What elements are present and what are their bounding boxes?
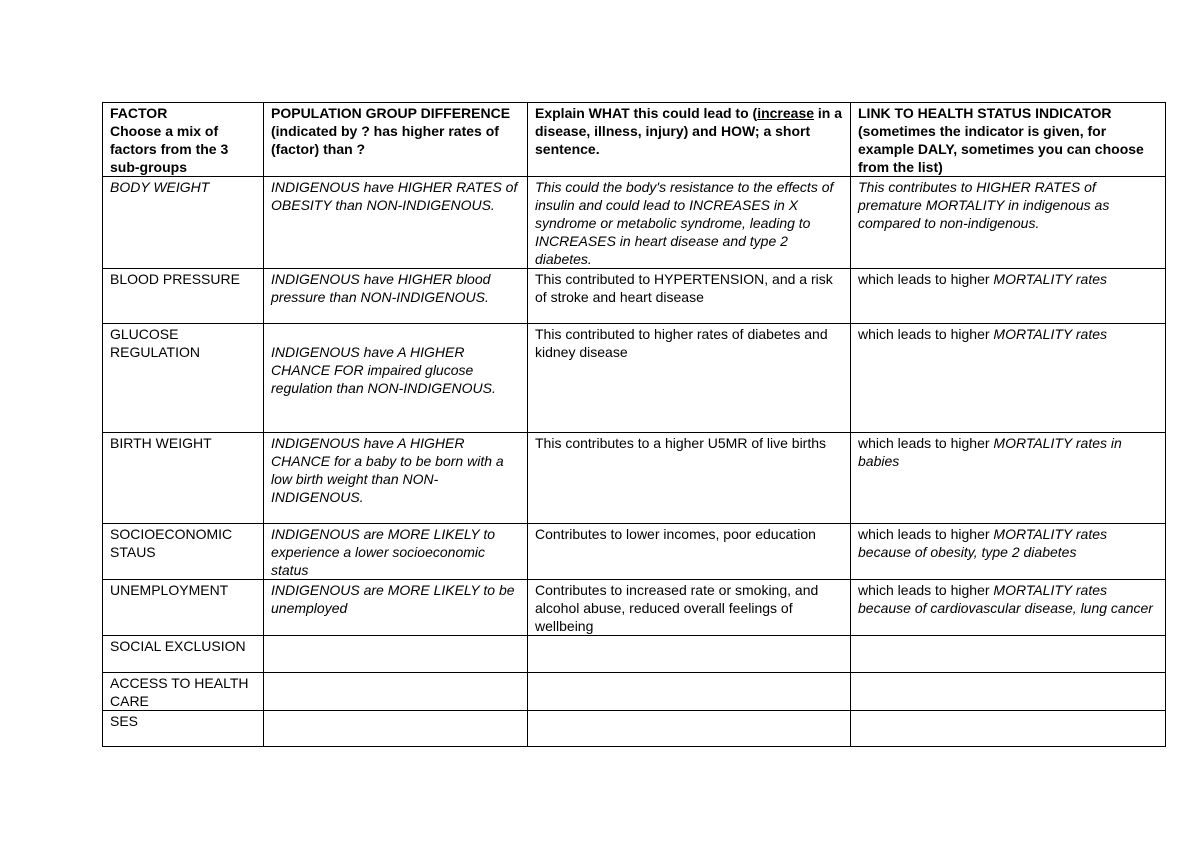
link-plain: which leads to higher — [858, 271, 994, 287]
link-cell — [851, 433, 1166, 524]
explain-cell: This contributes to a higher U5MR of live births — [528, 433, 851, 524]
header-link-note: (sometimes the indicator is given, for example DALY, sometimes you can choose from the list) — [858, 123, 1144, 175]
explain-cell: This could the body's resistance to the effects of insulin and could lead to INCREASES in X syndrome or metabolic syndrome, leading to INCREASES in heart disease and type 2 diabetes. — [528, 177, 851, 269]
population-cell — [264, 711, 528, 747]
factor-cell: GLUCOSE REGULATION — [103, 324, 264, 433]
population-cell: INDIGENOUS have A HIGHER CHANCE for a baby to be born with a low birth weight than NON-INDIGENOUS. — [264, 433, 528, 524]
population-cell: INDIGENOUS have HIGHER RATES of OBESITY than NON-INDIGENOUS. — [264, 177, 528, 269]
worksheet-table — [102, 102, 1166, 747]
population-text: INDIGENOUS have A HIGHER CHANCE FOR impaired glucose regulation than NON-INDIGENOUS. — [271, 344, 496, 396]
header-factor — [103, 103, 264, 177]
link-cell — [851, 177, 1166, 269]
link-italic: MORTALITY rates — [993, 326, 1108, 342]
link-italic: MORTALITY rates in babies — [858, 435, 1122, 469]
link-cell — [851, 711, 1166, 747]
factor-cell: UNEMPLOYMENT — [103, 580, 264, 636]
explain-cell: This contributed to HYPERTENSION, and a risk of stroke and heart disease — [528, 269, 851, 324]
population-cell — [264, 673, 528, 711]
header-explain-post: in a disease, illness, injury) and HOW; a short sentence. — [535, 105, 843, 157]
explain-cell — [528, 636, 851, 673]
link-cell — [851, 673, 1166, 711]
link-cell — [851, 269, 1166, 324]
header-link — [851, 103, 1166, 177]
header-factor-note: Choose a mix of factors from the 3 sub-groups — [110, 123, 229, 175]
header-explain-pre: Explain WHAT this could lead to ( — [535, 105, 758, 121]
factor-cell: ACCESS TO HEALTH CARE — [103, 673, 264, 711]
factor-cell: BLOOD PRESSURE — [103, 269, 264, 324]
link-plain: which leads to higher — [858, 435, 994, 451]
header-explain-underlined: increase — [757, 105, 815, 121]
link-plain: which leads to higher — [858, 326, 994, 342]
explain-cell: This contributed to higher rates of diabetes and kidney disease — [528, 324, 851, 433]
population-cell — [264, 636, 528, 673]
header-link-title: LINK TO HEALTH STATUS INDICATOR — [858, 105, 1112, 121]
factor-cell: SOCIOECONOMIC STAUS — [103, 524, 264, 580]
table-row — [103, 673, 1166, 711]
explain-cell: Contributes to increased rate or smoking, and alcohol abuse, reduced overall feelings of wellbeing — [528, 580, 851, 636]
factor-cell: BODY WEIGHT — [103, 177, 264, 269]
link-italic: MORTALITY rates — [993, 271, 1108, 287]
population-cell: INDIGENOUS are MORE LIKELY to be unemployed — [264, 580, 528, 636]
link-italic: This contributes to HIGHER RATES of premature MORTALITY in indigenous as compared to non-indigenous. — [858, 179, 1110, 231]
factor-cell: SES — [103, 711, 264, 747]
link-italic: MORTALITY rates because of obesity, type 2 diabetes — [858, 526, 1108, 560]
table-row — [103, 269, 1166, 324]
header-population-note: (indicated by ? has higher rates of (factor) than ? — [271, 123, 499, 157]
header-population — [264, 103, 528, 177]
link-cell — [851, 524, 1166, 580]
table-row — [103, 324, 1166, 433]
factor-cell: SOCIAL EXCLUSION — [103, 636, 264, 673]
table-row — [103, 177, 1166, 269]
header-population-title: POPULATION GROUP DIFFERENCE — [271, 105, 511, 121]
population-cell: INDIGENOUS have HIGHER blood pressure than NON-INDIGENOUS. — [264, 269, 528, 324]
header-row — [103, 103, 1166, 177]
link-italic: MORTALITY rates because of cardiovascular disease, lung cancer — [858, 582, 1153, 616]
table-row — [103, 636, 1166, 673]
table-row — [103, 433, 1166, 524]
link-cell — [851, 324, 1166, 433]
link-cell — [851, 580, 1166, 636]
explain-cell: Contributes to lower incomes, poor education — [528, 524, 851, 580]
link-cell — [851, 636, 1166, 673]
link-plain: which leads to higher — [858, 582, 994, 598]
explain-cell — [528, 673, 851, 711]
header-factor-title: FACTOR — [110, 105, 168, 121]
table-row — [103, 524, 1166, 580]
factor-cell: BIRTH WEIGHT — [103, 433, 264, 524]
table-row — [103, 711, 1166, 747]
population-cell — [264, 324, 528, 433]
population-cell: INDIGENOUS are MORE LIKELY to experience a lower socioeconomic status — [264, 524, 528, 580]
explain-cell — [528, 711, 851, 747]
header-explain — [528, 103, 851, 177]
table-row — [103, 580, 1166, 636]
link-plain: which leads to higher — [858, 526, 994, 542]
